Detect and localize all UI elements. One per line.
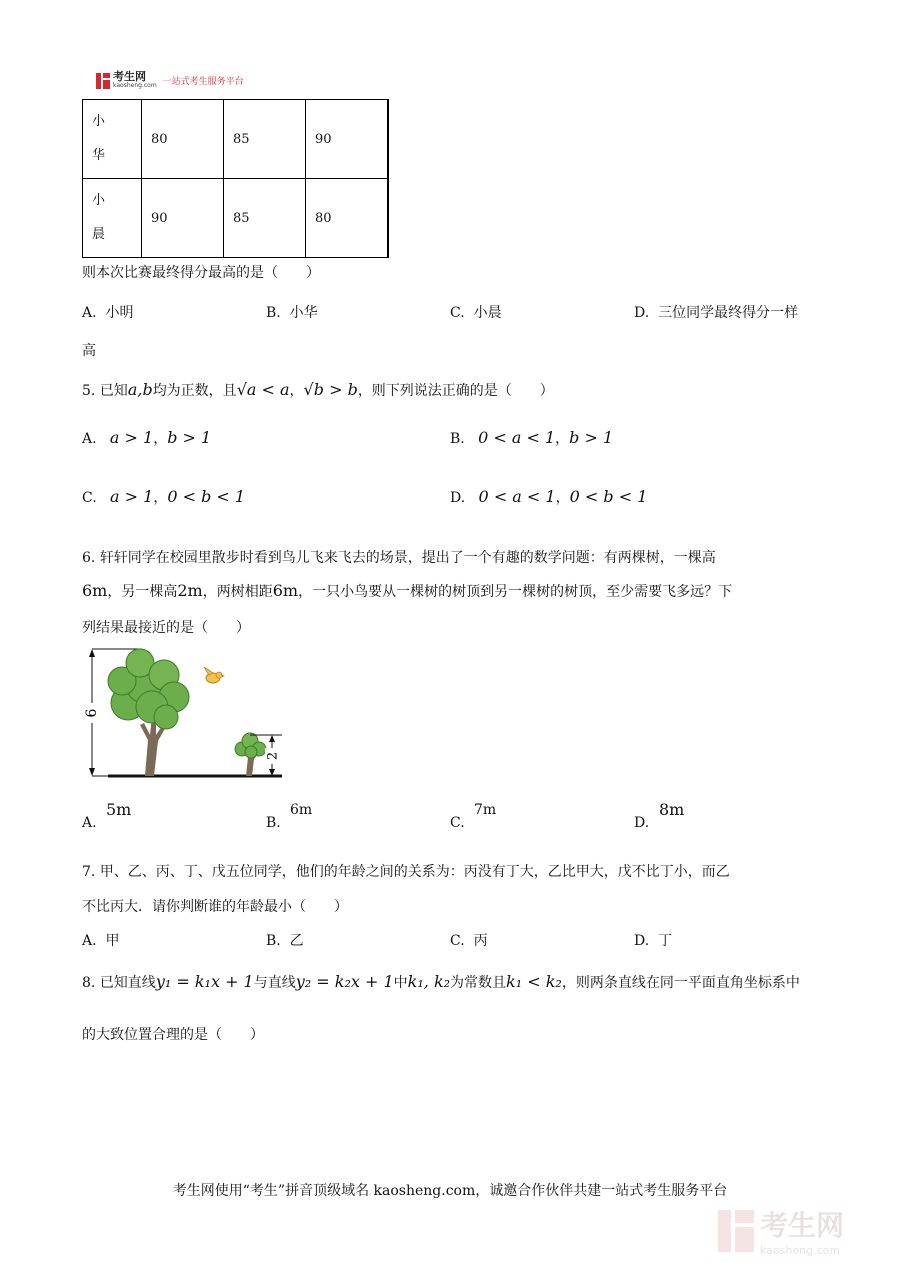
option-label: D. (634, 933, 650, 949)
option-label: B. (266, 933, 281, 949)
option-math: a > 1 (110, 487, 154, 506)
score-cell: 85 (224, 179, 306, 258)
option-label: D. (634, 815, 650, 831)
q5-sep: ， (289, 383, 304, 399)
option-label: C. (450, 815, 465, 831)
student-name-cell (83, 100, 142, 179)
q5-condition-a: √a < a (236, 380, 290, 399)
q5-option-b (450, 428, 613, 448)
option-text: 丁 (658, 933, 673, 949)
option-comma: ， (153, 431, 168, 447)
option-label: A. (82, 431, 97, 447)
student-name-cell (83, 179, 142, 258)
q7-line-1 (82, 861, 730, 881)
q8-constants: k₁, k₂ (407, 972, 451, 991)
option-math: a > 1 (109, 428, 154, 447)
score-cell: 90 (142, 179, 224, 258)
score-cell: 90 (306, 100, 389, 179)
q4-option-d-wrap: 高 (82, 343, 96, 359)
q8-equation-2: y₂ = k₂x + 1 (295, 972, 394, 991)
watermark-name: 考生网 (760, 1209, 845, 1242)
tall-tree-icon (108, 649, 189, 776)
logo-url: kaosheng.com (113, 82, 157, 89)
option-text: 丙 (473, 933, 488, 949)
option-label: C. (450, 305, 465, 321)
option-text: 小晨 (473, 305, 502, 321)
q5-condition-b: √b > b (303, 380, 358, 399)
page-footer: 考生网使用“考生”拼音顶级域名 kaosheng.com，诚邀合作伙伴共建一站式考生服务平台 (172, 1183, 728, 1199)
q8-equation-1: y₁ = k₁x + 1 (155, 972, 254, 991)
trees-figure (82, 645, 292, 785)
score-table (82, 99, 389, 258)
q6-height-tall: 6m (82, 581, 108, 600)
q7-text: 甲、乙、丙、丁、戊五位同学，他们的年龄之间的关系为：丙没有丁大，乙比甲大，戊不比丁小，而乙 (99, 864, 730, 880)
bird-icon (204, 667, 225, 683)
option-math: 0 < a < 1 (478, 487, 556, 506)
short-tree-label: 2 (265, 751, 281, 761)
option-label: B. (266, 305, 281, 321)
q5-stem (82, 380, 554, 400)
q5-text-3: ，则下列说法正确的是（ ） (357, 383, 554, 399)
option-text: 小华 (289, 305, 318, 321)
option-label: C. (450, 933, 465, 949)
q5-option-d (450, 487, 647, 507)
q5-text-2: 均为正数，且 (152, 383, 237, 399)
q7-option-c (450, 930, 488, 950)
watermark-url: kaosheng.com (760, 1244, 841, 1257)
logo-slogan: 一站式考生服务平台 (162, 77, 244, 87)
option-math: b > 1 (569, 428, 614, 447)
q6-option-c (450, 815, 465, 831)
q6-option-a (82, 815, 97, 831)
option-math: 0 < a < 1 (478, 428, 556, 447)
option-math: 0 < b < 1 (569, 487, 648, 506)
option-label: A. (82, 305, 97, 321)
q7-line-2: 不比丙大．请你判断谁的年龄最小（ ） (82, 899, 348, 915)
q6-option-b (266, 815, 281, 831)
watermark-logo-icon (718, 1210, 754, 1252)
q6-option-d (634, 815, 649, 831)
option-math: 0 < b < 1 (167, 487, 246, 506)
q8-text: ，则两条直线在同一平面直角坐标系中 (561, 975, 800, 991)
q8-text: 为常数且 (450, 975, 507, 991)
short-tree-icon (235, 733, 266, 776)
option-label: D. (450, 490, 466, 506)
watermark (718, 1204, 844, 1257)
q6-height-short: 2m (177, 581, 203, 600)
q8-line-2: 的大致位置合理的是（ ） (82, 1027, 264, 1043)
q8-text: 中 (393, 975, 408, 991)
q6-line-1 (82, 547, 716, 567)
q7-option-d (634, 930, 672, 950)
score-cell: 80 (142, 100, 224, 179)
option-comma: ， (555, 490, 570, 506)
option-math: b > 1 (167, 428, 212, 447)
q8-line-1 (82, 972, 800, 992)
q4-option-b (266, 302, 318, 322)
name-top: 小 (92, 114, 106, 129)
name-top: 小 (92, 193, 106, 208)
q5-text-1: 已知 (99, 383, 128, 399)
q4-option-d (634, 302, 798, 322)
question-number: 8. (82, 975, 96, 991)
q4-option-c (450, 302, 502, 322)
q6-line-3: 列结果最接近的是（ ） (82, 620, 250, 636)
q4-option-a (82, 302, 133, 322)
q5-vars: a,b (127, 380, 153, 399)
option-label: A. (82, 815, 97, 831)
q5-option-a (82, 428, 211, 448)
q6-option-b-value: 6m (290, 802, 313, 818)
question-number: 5. (82, 383, 96, 399)
option-comma: ， (153, 490, 168, 506)
option-label: A. (82, 933, 97, 949)
option-label: B. (266, 815, 281, 831)
table-row (83, 100, 389, 179)
q7-option-a (82, 930, 119, 950)
q8-text: 已知直线 (99, 975, 156, 991)
question-number: 7. (82, 864, 96, 880)
q6-option-a-value: 5m (106, 800, 132, 819)
option-text: 小明 (105, 305, 134, 321)
q7-option-b (266, 930, 304, 950)
tall-tree-label: 6 (84, 708, 100, 718)
option-text: 三位同学最终得分一样 (658, 305, 799, 321)
header-logo (96, 72, 244, 89)
option-text: 乙 (289, 933, 304, 949)
logo-icon (96, 73, 110, 89)
option-label: D. (634, 305, 650, 321)
option-label: C. (82, 490, 97, 506)
q6-line-2 (82, 581, 732, 601)
score-cell: 85 (224, 100, 306, 179)
q4-stem: 则本次比赛最终得分最高的是（ ） (82, 265, 320, 281)
q6-text: 轩轩同学在校园里散步时看到鸟儿飞来飞去的场景，提出了一个有趣的数学问题：有两棵树，一棵高 (99, 550, 716, 566)
name-bottom: 华 (92, 148, 106, 163)
logo-name: 考生网 (113, 70, 146, 83)
q6-text: ，一只小鸟要从一棵树的树顶到另一棵树的树顶，至少需要飞多远？下 (298, 584, 733, 600)
option-label: B. (450, 431, 465, 447)
q6-text: ，两树相距 (202, 584, 273, 600)
score-cell: 80 (306, 179, 389, 258)
q8-text: 与直线 (253, 975, 296, 991)
q8-condition: k₁ < k₂ (506, 972, 562, 991)
name-bottom: 晨 (92, 227, 106, 242)
q6-option-c-value: 7m (474, 802, 497, 818)
q6-distance: 6m (272, 581, 299, 600)
table-row (83, 179, 389, 258)
q6-text: ，另一棵高 (107, 584, 178, 600)
option-comma: ， (555, 431, 570, 447)
q5-option-c (82, 487, 245, 507)
option-text: 甲 (105, 933, 120, 949)
question-number: 6. (82, 550, 96, 566)
q6-option-d-value: 8m (659, 800, 685, 819)
